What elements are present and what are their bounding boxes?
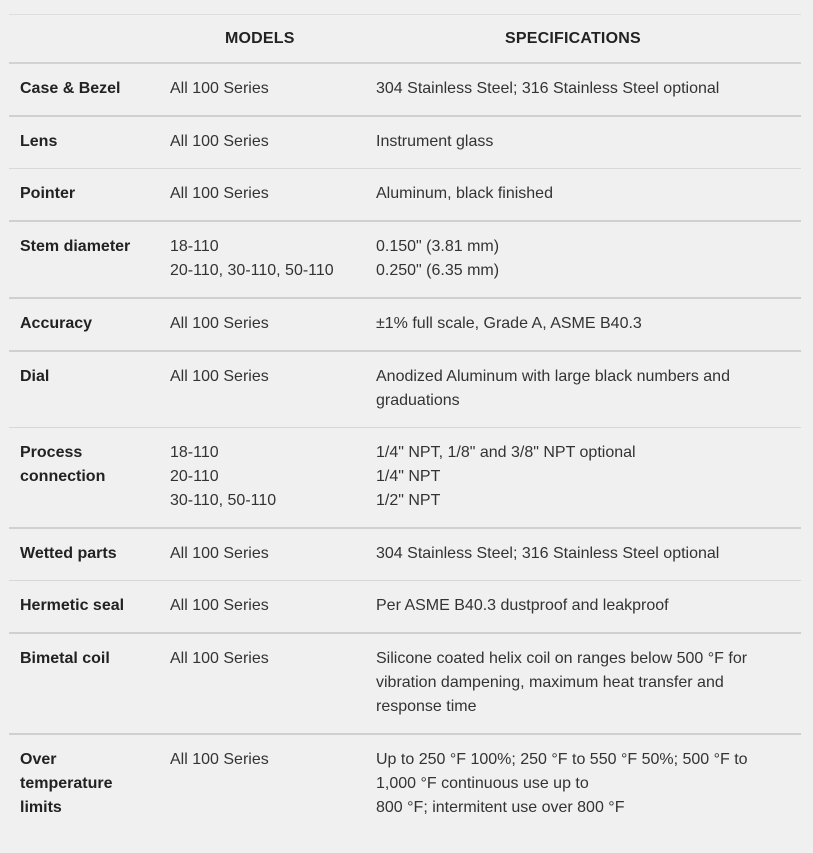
specification-line: Up to 250 °F 100%; 250 °F to 550 °F 50%; 500 °F to: [376, 751, 748, 768]
specification-line: 304 Stainless Steel; 316 Stainless Steel optional: [376, 80, 720, 97]
row-parameter: Wetted parts: [20, 545, 117, 562]
table-row: [9, 116, 801, 169]
specification-line: Instrument glass: [376, 133, 494, 150]
row-specification: [365, 298, 801, 351]
model-line: 30-110, 50-110: [170, 492, 277, 509]
row-specification: [365, 116, 801, 169]
row-specification: [365, 528, 801, 581]
row-models: [159, 169, 365, 222]
specification-line: 1/2" NPT: [376, 492, 441, 509]
header-models: MODELS: [225, 29, 295, 47]
row-models: [159, 298, 365, 351]
row-parameter: Over temperature limits: [20, 751, 113, 816]
table-row: [9, 734, 801, 834]
model-line: All 100 Series: [170, 751, 269, 768]
row-parameter: Case & Bezel: [20, 80, 121, 97]
table-row: [9, 221, 801, 298]
table-row: [9, 581, 801, 634]
row-models: [159, 581, 365, 634]
model-line: 18-110: [170, 444, 219, 461]
specification-line: ±1% full scale, Grade A, ASME B40.3: [376, 315, 642, 332]
specification-line: 1/4" NPT: [376, 468, 441, 485]
spec-table-container: [9, 14, 801, 834]
row-parameter: Process connection: [20, 444, 106, 485]
specification-line: Silicone coated helix coil on ranges below 500 °F for: [376, 650, 748, 667]
model-line: All 100 Series: [170, 597, 269, 614]
model-line: All 100 Series: [170, 315, 269, 332]
row-models: [159, 633, 365, 734]
specification-line: Anodized Aluminum with large black numbers and: [376, 368, 730, 385]
row-models: [159, 63, 365, 116]
row-models: [159, 528, 365, 581]
table-row: [9, 633, 801, 734]
header-row: [9, 15, 801, 64]
row-models: [159, 116, 365, 169]
table-header: [9, 15, 801, 64]
model-line: All 100 Series: [170, 650, 269, 667]
specification-line: 1,000 °F continuous use up to: [376, 775, 589, 792]
row-parameter: Hermetic seal: [20, 597, 125, 614]
model-line: All 100 Series: [170, 80, 269, 97]
model-line: 18-110: [170, 238, 219, 255]
row-specification: [365, 221, 801, 298]
row-specification: [365, 633, 801, 734]
row-parameter: Dial: [20, 368, 50, 385]
header-param: [9, 15, 159, 64]
specification-line: 1/4" NPT, 1/8" and 3/8" NPT optional: [376, 444, 636, 461]
row-specification: [365, 169, 801, 222]
specification-line: 0.250" (6.35 mm): [376, 262, 500, 279]
row-specification: [365, 581, 801, 634]
row-specification: [365, 734, 801, 834]
row-specification: [365, 63, 801, 116]
model-line: All 100 Series: [170, 185, 269, 202]
table-row: [9, 169, 801, 222]
row-parameter: Accuracy: [20, 315, 93, 332]
header-specifications: SPECIFICATIONS: [505, 29, 641, 47]
specification-line: vibration dampening, maximum heat transfer and: [376, 674, 724, 691]
model-line: All 100 Series: [170, 368, 269, 385]
model-line: 20-110: [170, 468, 219, 485]
model-line: All 100 Series: [170, 133, 269, 150]
row-models: [159, 734, 365, 834]
table-row: [9, 351, 801, 428]
table-row: [9, 528, 801, 581]
row-specification: [365, 428, 801, 529]
row-models: [159, 428, 365, 529]
row-models: [159, 351, 365, 428]
table-body: [9, 63, 801, 834]
row-parameter: Lens: [20, 133, 58, 150]
specification-line: graduations: [376, 392, 460, 409]
row-parameter: Stem diameter: [20, 238, 131, 255]
model-line: 20-110, 30-110, 50-110: [170, 262, 334, 279]
model-line: All 100 Series: [170, 545, 269, 562]
row-specification: [365, 351, 801, 428]
specification-line: Per ASME B40.3 dustproof and leakproof: [376, 597, 669, 614]
specification-line: 800 °F; intermitent use over 800 °F: [376, 799, 625, 816]
table-row: [9, 298, 801, 351]
table-row: [9, 63, 801, 116]
specification-line: 304 Stainless Steel; 316 Stainless Steel optional: [376, 545, 720, 562]
row-parameter: Pointer: [20, 185, 76, 202]
specifications-table: [9, 14, 801, 834]
specification-line: 0.150" (3.81 mm): [376, 238, 500, 255]
table-row: [9, 428, 801, 529]
specification-line: Aluminum, black finished: [376, 185, 553, 202]
specification-line: response time: [376, 698, 477, 715]
row-models: [159, 221, 365, 298]
row-parameter: Bimetal coil: [20, 650, 110, 667]
